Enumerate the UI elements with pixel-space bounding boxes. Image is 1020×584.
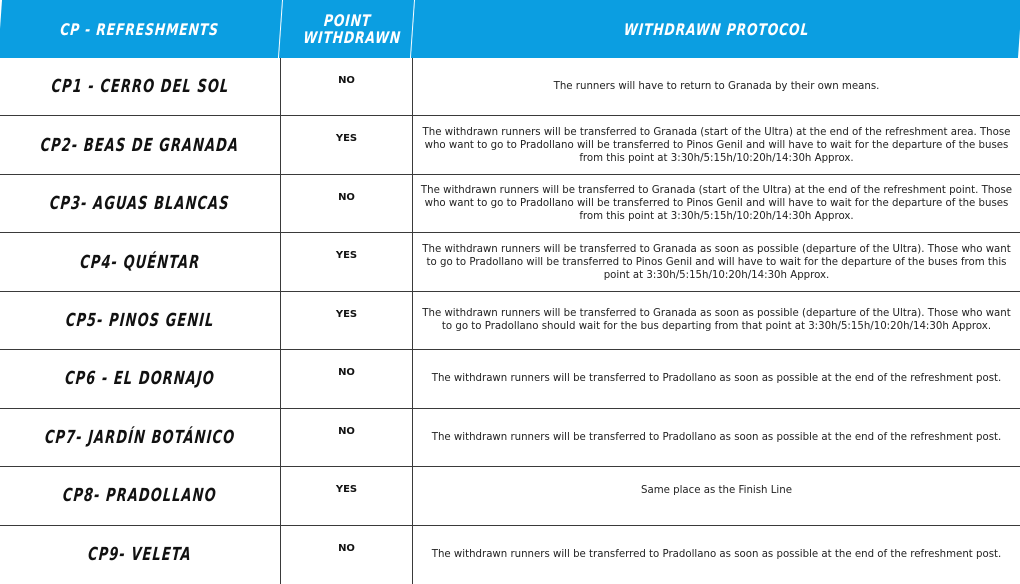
header-point-withdrawn xyxy=(279,0,415,58)
table-row-protocol xyxy=(413,409,1020,467)
table-row-withdrawn: YES xyxy=(281,116,413,174)
cp-name-label: CP6 - EL DORNAJO xyxy=(64,368,216,390)
cp-name-label: CP2- BEAS DE GRANADA xyxy=(39,134,241,156)
cp-name-label: CP7- JARDÍN BOTÁNICO xyxy=(44,426,236,448)
table-row-withdrawn: NO xyxy=(281,526,413,584)
protocol-text: The withdrawn runners will be transferred to Granada as soon as possible (departure of the Ultra). Those who want to go to Pradollano should wait for the bus departing from that point at 3:30h/5:15h/10:20h/14:30h Approx. xyxy=(422,308,1011,333)
header-cp-refreshments xyxy=(0,0,283,58)
table-row-cp-name xyxy=(0,175,281,233)
header-cp-refreshments-label: CP - REFRESHMENTS xyxy=(60,19,220,39)
table-row-withdrawn: NO xyxy=(281,350,413,408)
cp-name-label: CP4- QUÉNTAR xyxy=(79,251,201,273)
table-row-protocol xyxy=(413,58,1020,116)
table-row-withdrawn: NO xyxy=(281,175,413,233)
table-row-protocol xyxy=(413,292,1020,350)
protocol-text: The runners will have to return to Granada by their own means. xyxy=(553,81,880,93)
table-row-protocol xyxy=(413,526,1020,584)
table-row-protocol xyxy=(413,175,1020,233)
header-withdrawn-protocol-label: WITHDRAWN PROTOCOL xyxy=(623,19,810,39)
header-point-withdrawn-label: POINT WITHDRAWN xyxy=(302,11,402,47)
cp-name-label: CP5- PINOS GENIL xyxy=(64,309,216,331)
table-row-cp-name xyxy=(0,350,281,408)
protocol-text: The withdrawn runners will be transferred to Granada as soon as possible (departure of the Ultra). Those who want to go to Pradollano will be transferred to Pinos Genil and will have to wait for the departure of the buses from this point at 3:30h/5:15h/10:20h/14:30h Approx. xyxy=(422,243,1011,281)
table-row-withdrawn: NO xyxy=(281,58,413,116)
protocol-text: The withdrawn runners will be transferred to Pradollano as soon as possible at the end of the refreshment post. xyxy=(431,549,1002,561)
table-row-withdrawn: YES xyxy=(281,233,413,291)
cp-name-label: CP9- VELETA xyxy=(87,544,193,566)
cp-name-label: CP3- AGUAS BLANCAS xyxy=(49,193,231,215)
table-row-cp-name xyxy=(0,409,281,467)
table-row-withdrawn: YES xyxy=(281,467,413,525)
protocol-text: The withdrawn runners will be transferred to Granada (start of the Ultra) at the end of the refreshment area. Those who want to go to Pradollano will be transferred to Pinos Genil and will have to wait for the departure of the buses from this point at 3:30h/5:15h/10:20h/14:30h Approx. xyxy=(422,126,1011,164)
protocol-text: Same place as the Finish Line xyxy=(640,485,792,497)
table-row-protocol xyxy=(413,233,1020,291)
table-row-protocol xyxy=(413,467,1020,525)
protocol-text: The withdrawn runners will be transferred to Pradollano as soon as possible at the end of the refreshment post. xyxy=(431,431,1002,443)
protocol-text: The withdrawn runners will be transferred to Pradollano as soon as possible at the end of the refreshment post. xyxy=(431,373,1002,385)
table-row-withdrawn: NO xyxy=(281,409,413,467)
table-row-cp-name xyxy=(0,467,281,525)
cp-name-label: CP1 - CERRO DEL SOL xyxy=(50,76,230,98)
table-row-cp-name xyxy=(0,58,281,116)
header-withdrawn-protocol xyxy=(411,0,1020,58)
table-row-protocol xyxy=(413,350,1020,408)
table-row-cp-name xyxy=(0,116,281,174)
table-row-protocol xyxy=(413,116,1020,174)
protocol-text: The withdrawn runners will be transferred to Granada (start of the Ultra) at the end of the refreshment point. Those who want to go to Pradollano will be transferred to Pinos Genil and will have to wait for the departure of the buses from this point at 3:30h/5:15h/10:20h/14:30h Approx. xyxy=(420,185,1013,223)
table-row-withdrawn: YES xyxy=(281,292,413,350)
cp-name-label: CP8- PRADOLLANO xyxy=(62,485,218,507)
table-row-cp-name xyxy=(0,233,281,291)
table-row-cp-name xyxy=(0,526,281,584)
table-row-cp-name xyxy=(0,292,281,350)
